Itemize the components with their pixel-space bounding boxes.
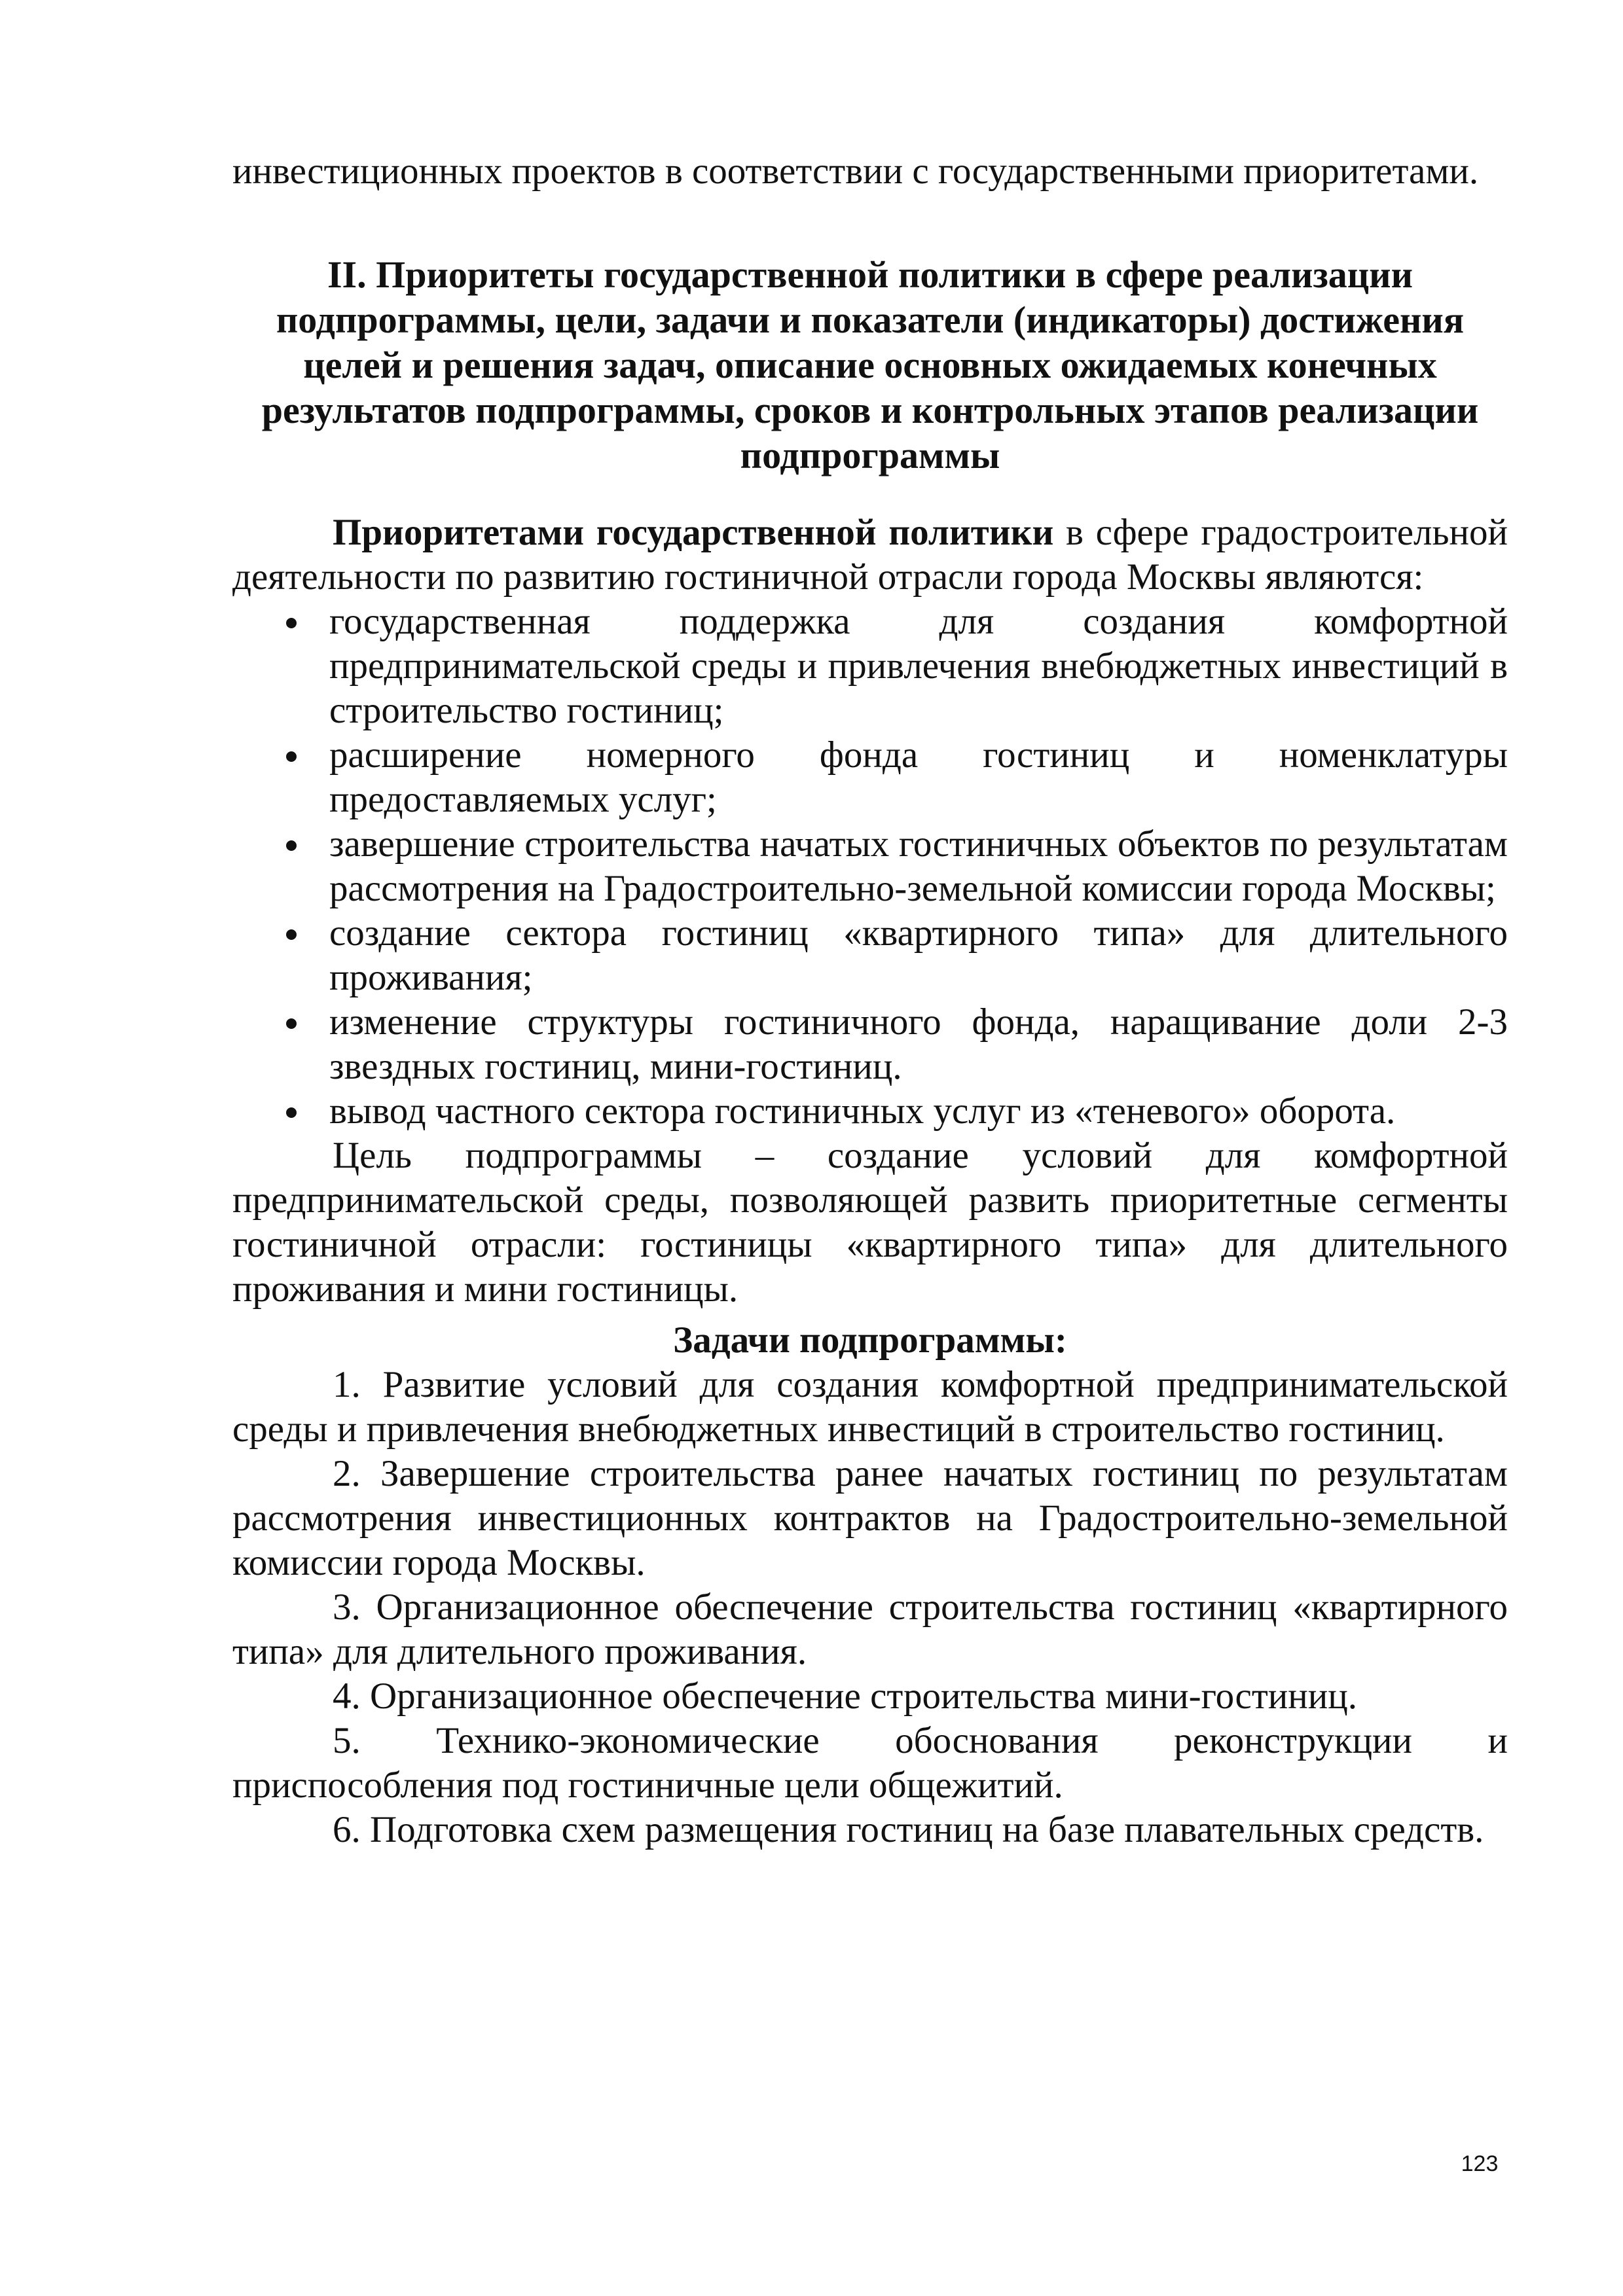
- tasks-title: Задачи подпрограммы:: [673, 1319, 1067, 1361]
- bullet-icon: [286, 1107, 297, 1118]
- list-item-text: изменение структуры гостиничного фонда, наращивание доли 2-3 звездных гостиниц, мини-гостиниц.: [329, 1001, 1508, 1087]
- list-item-text: завершение строительства начатых гостиничных объектов по результатам рассмотрения на Градостроительно-земельной комиссии города Москвы;: [329, 823, 1508, 909]
- task-item: 4. Организационное обеспечение строительства мини-гостиниц.: [333, 1676, 1357, 1717]
- list-item-text: вывод частного сектора гостиничных услуг из «теневого» оборота.: [329, 1090, 1396, 1132]
- task-item: 1. Развитие условий для создания комфортной предпринимательской среды и привлечения внебюджетных инвестиций в строительство гостиниц.: [232, 1364, 1508, 1450]
- list-item: [232, 822, 1508, 911]
- bullet-icon: [286, 929, 297, 940]
- goal-paragraph: Цель подпрограммы – создание условий для комфортной предпринимательской среды, позволяющей развить приоритетные сегменты гостиничной отрасли: гостиницы «квартирного типа» для длительного проживания и мини гостиницы.: [232, 1135, 1508, 1310]
- bullet-icon: [286, 751, 297, 762]
- bullet-icon: [286, 840, 297, 851]
- list-item: [232, 600, 1508, 733]
- task-item: 6. Подготовка схем размещения гостиниц на базе плавательных средств.: [333, 1809, 1484, 1850]
- intro-paragraph: инвестиционных проектов в соответствии с государственными приоритетами.: [232, 151, 1479, 192]
- list-item-text: государственная поддержка для создания комфортной предпринимательской среды и привлечения внебюджетных инвестиций в строительство гостиниц;: [329, 601, 1508, 731]
- bullet-icon: [286, 618, 297, 628]
- task-item: 2. Завершение строительства ранее начатых гостиниц по результатам рассмотрения инвестиционных контрактов на Градостроительно-земельной комиссии города Москвы.: [232, 1453, 1508, 1583]
- page-content: [232, 149, 1508, 1852]
- list-item-text: расширение номерного фонда гостиниц и номенклатуры предоставляемых услуг;: [329, 734, 1508, 820]
- list-item: [232, 733, 1508, 822]
- list-item: [232, 911, 1508, 1000]
- priorities-lead-bold: Приоритетами государственной политики: [333, 512, 1054, 553]
- list-item-text: создание сектора гостиниц «квартирного типа» для длительного проживания;: [329, 912, 1508, 998]
- task-item: 5. Технико-экономические обоснования реконструкции и приспособления под гостиничные цели общежитий.: [232, 1720, 1508, 1806]
- priorities-list: [232, 600, 1508, 1134]
- list-item: [232, 1000, 1508, 1089]
- list-item: [232, 1089, 1508, 1134]
- section-heading: II. Приоритеты государственной политики в сфере реализации подпрограммы, цели, задачи и показатели (индикаторы) достижения целей и решения задач, описание основных ожидаемых конечных результатов подпрограммы, сроков и контрольных этапов реализации подпрограммы: [261, 253, 1479, 476]
- page-number: 123: [1461, 2151, 1499, 2176]
- task-item: 3. Организационное обеспечение строительства гостиниц «квартирного типа» для длительного проживания.: [232, 1587, 1508, 1672]
- priorities-lead-text: в сфере градостроительной деятельности по развитию гостиничной отрасли города Москвы являются:: [232, 512, 1508, 598]
- priorities-lead-paragraph: [232, 511, 1508, 600]
- bullet-icon: [286, 1018, 297, 1029]
